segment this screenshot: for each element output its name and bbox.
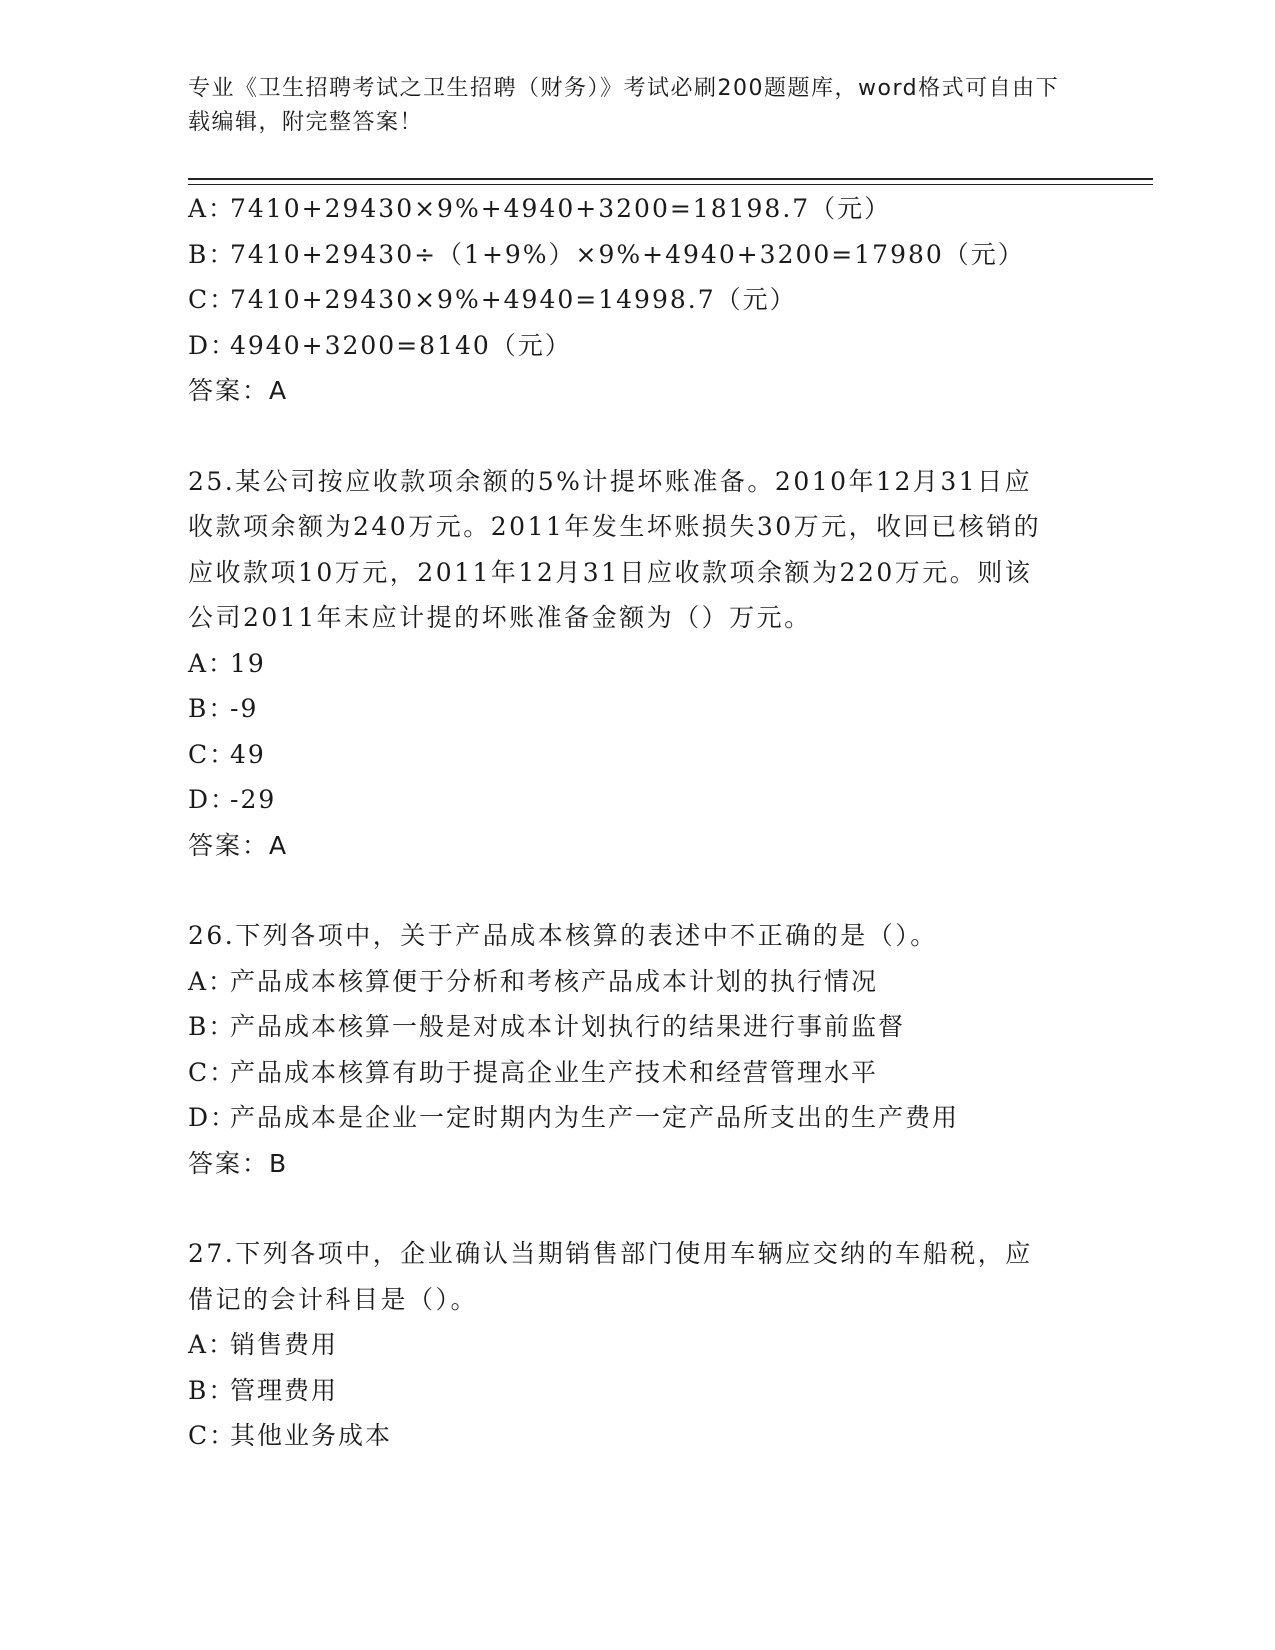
question-text-line: 25.某公司按应收款项余额的5%计提坏账准备。2010年12月31日应 [188, 466, 1033, 496]
option-row [188, 732, 1088, 778]
question-text-line: 27.下列各项中，企业确认当期销售部门使用车辆应交纳的车船税，应 [188, 1239, 1033, 1268]
option-row [188, 641, 1088, 687]
option-letter: A： [188, 966, 236, 996]
option-letter: B： [188, 239, 236, 269]
option-row [188, 1322, 1088, 1368]
option-text: 其他业务成本 [230, 1421, 393, 1450]
option-letter: C： [188, 739, 237, 769]
option-letter: B： [188, 1012, 236, 1041]
answer-line: 答案：A [188, 376, 289, 405]
option-text: -9 [230, 694, 259, 723]
option-letter: C： [188, 285, 237, 314]
option-row [188, 277, 1088, 323]
document-title: 专业《卫生招聘考试之卫生招聘（财务）》考试必刷200题题库，word格式可自由下载编辑，附完整答案！ [188, 76, 1060, 135]
prev-question-block [188, 186, 1088, 414]
option-row [188, 1004, 1088, 1050]
option-letter: D： [188, 330, 238, 360]
option-letter: D： [188, 785, 238, 814]
option-text: 7410+29430×9%+4940+3200=18198.7（元） [230, 194, 892, 223]
option-row [188, 777, 1088, 823]
question-27-block [188, 1231, 1088, 1459]
question-content [188, 186, 1088, 1459]
question-text-line: 应收款项10万元，2011年12月31日应收款项余额为220万元。则该 [188, 557, 1033, 587]
option-letter: A： [188, 1330, 236, 1359]
option-text: 产品成本核算一般是对成本计划执行的结果进行事前监督 [230, 1012, 906, 1041]
option-row [188, 232, 1088, 278]
option-letter: A： [188, 194, 236, 223]
option-text: 7410+29430÷（1+9%）×9%+4940+3200=17980（元） [230, 239, 1025, 269]
option-row [188, 1050, 1088, 1096]
option-row [188, 1095, 1088, 1141]
question-text-line: 26.下列各项中，关于产品成本核算的表述中不正确的是（）。 [188, 921, 938, 950]
option-text: 产品成本核算有助于提高企业生产技术和经营管理水平 [230, 1057, 879, 1087]
question-text-line: 借记的会计科目是（）。 [188, 1284, 479, 1314]
option-row [188, 323, 1088, 369]
option-letter: A： [188, 648, 236, 678]
option-text: 销售费用 [230, 1330, 339, 1359]
option-text: 19 [230, 648, 266, 678]
option-text: 产品成本是企业一定时期内为生产一定产品所支出的生产费用 [230, 1103, 960, 1132]
option-text: 49 [230, 739, 266, 769]
option-row [188, 186, 1088, 232]
answer-line: 答案：B [188, 1148, 289, 1178]
option-letter: C： [188, 1057, 237, 1087]
option-text: 4940+3200=8140（元） [230, 330, 572, 360]
question-text-line: 公司2011年末应计提的坏账准备金额为（）万元。 [188, 603, 812, 632]
header-divider-thin [188, 184, 1153, 185]
option-letter: C： [188, 1421, 237, 1450]
option-letter: B： [188, 694, 236, 723]
option-row [188, 959, 1088, 1005]
option-text: -29 [230, 785, 277, 814]
answer-line: 答案：A [188, 830, 289, 860]
option-row [188, 1368, 1088, 1414]
option-text: 管理费用 [230, 1375, 339, 1405]
option-letter: D： [188, 1103, 238, 1132]
option-row [188, 1413, 1088, 1459]
question-26-block [188, 913, 1088, 1186]
header-divider-thick [188, 178, 1153, 180]
question-text-line: 收款项余额为240万元。2011年发生坏账损失30万元，收回已核销的 [188, 512, 1042, 541]
question-25-block [188, 459, 1088, 869]
option-row [188, 686, 1088, 732]
option-letter: B： [188, 1375, 236, 1405]
option-text: 7410+29430×9%+4940=14998.7（元） [230, 285, 797, 314]
option-text: 产品成本核算便于分析和考核产品成本计划的执行情况 [230, 966, 879, 996]
